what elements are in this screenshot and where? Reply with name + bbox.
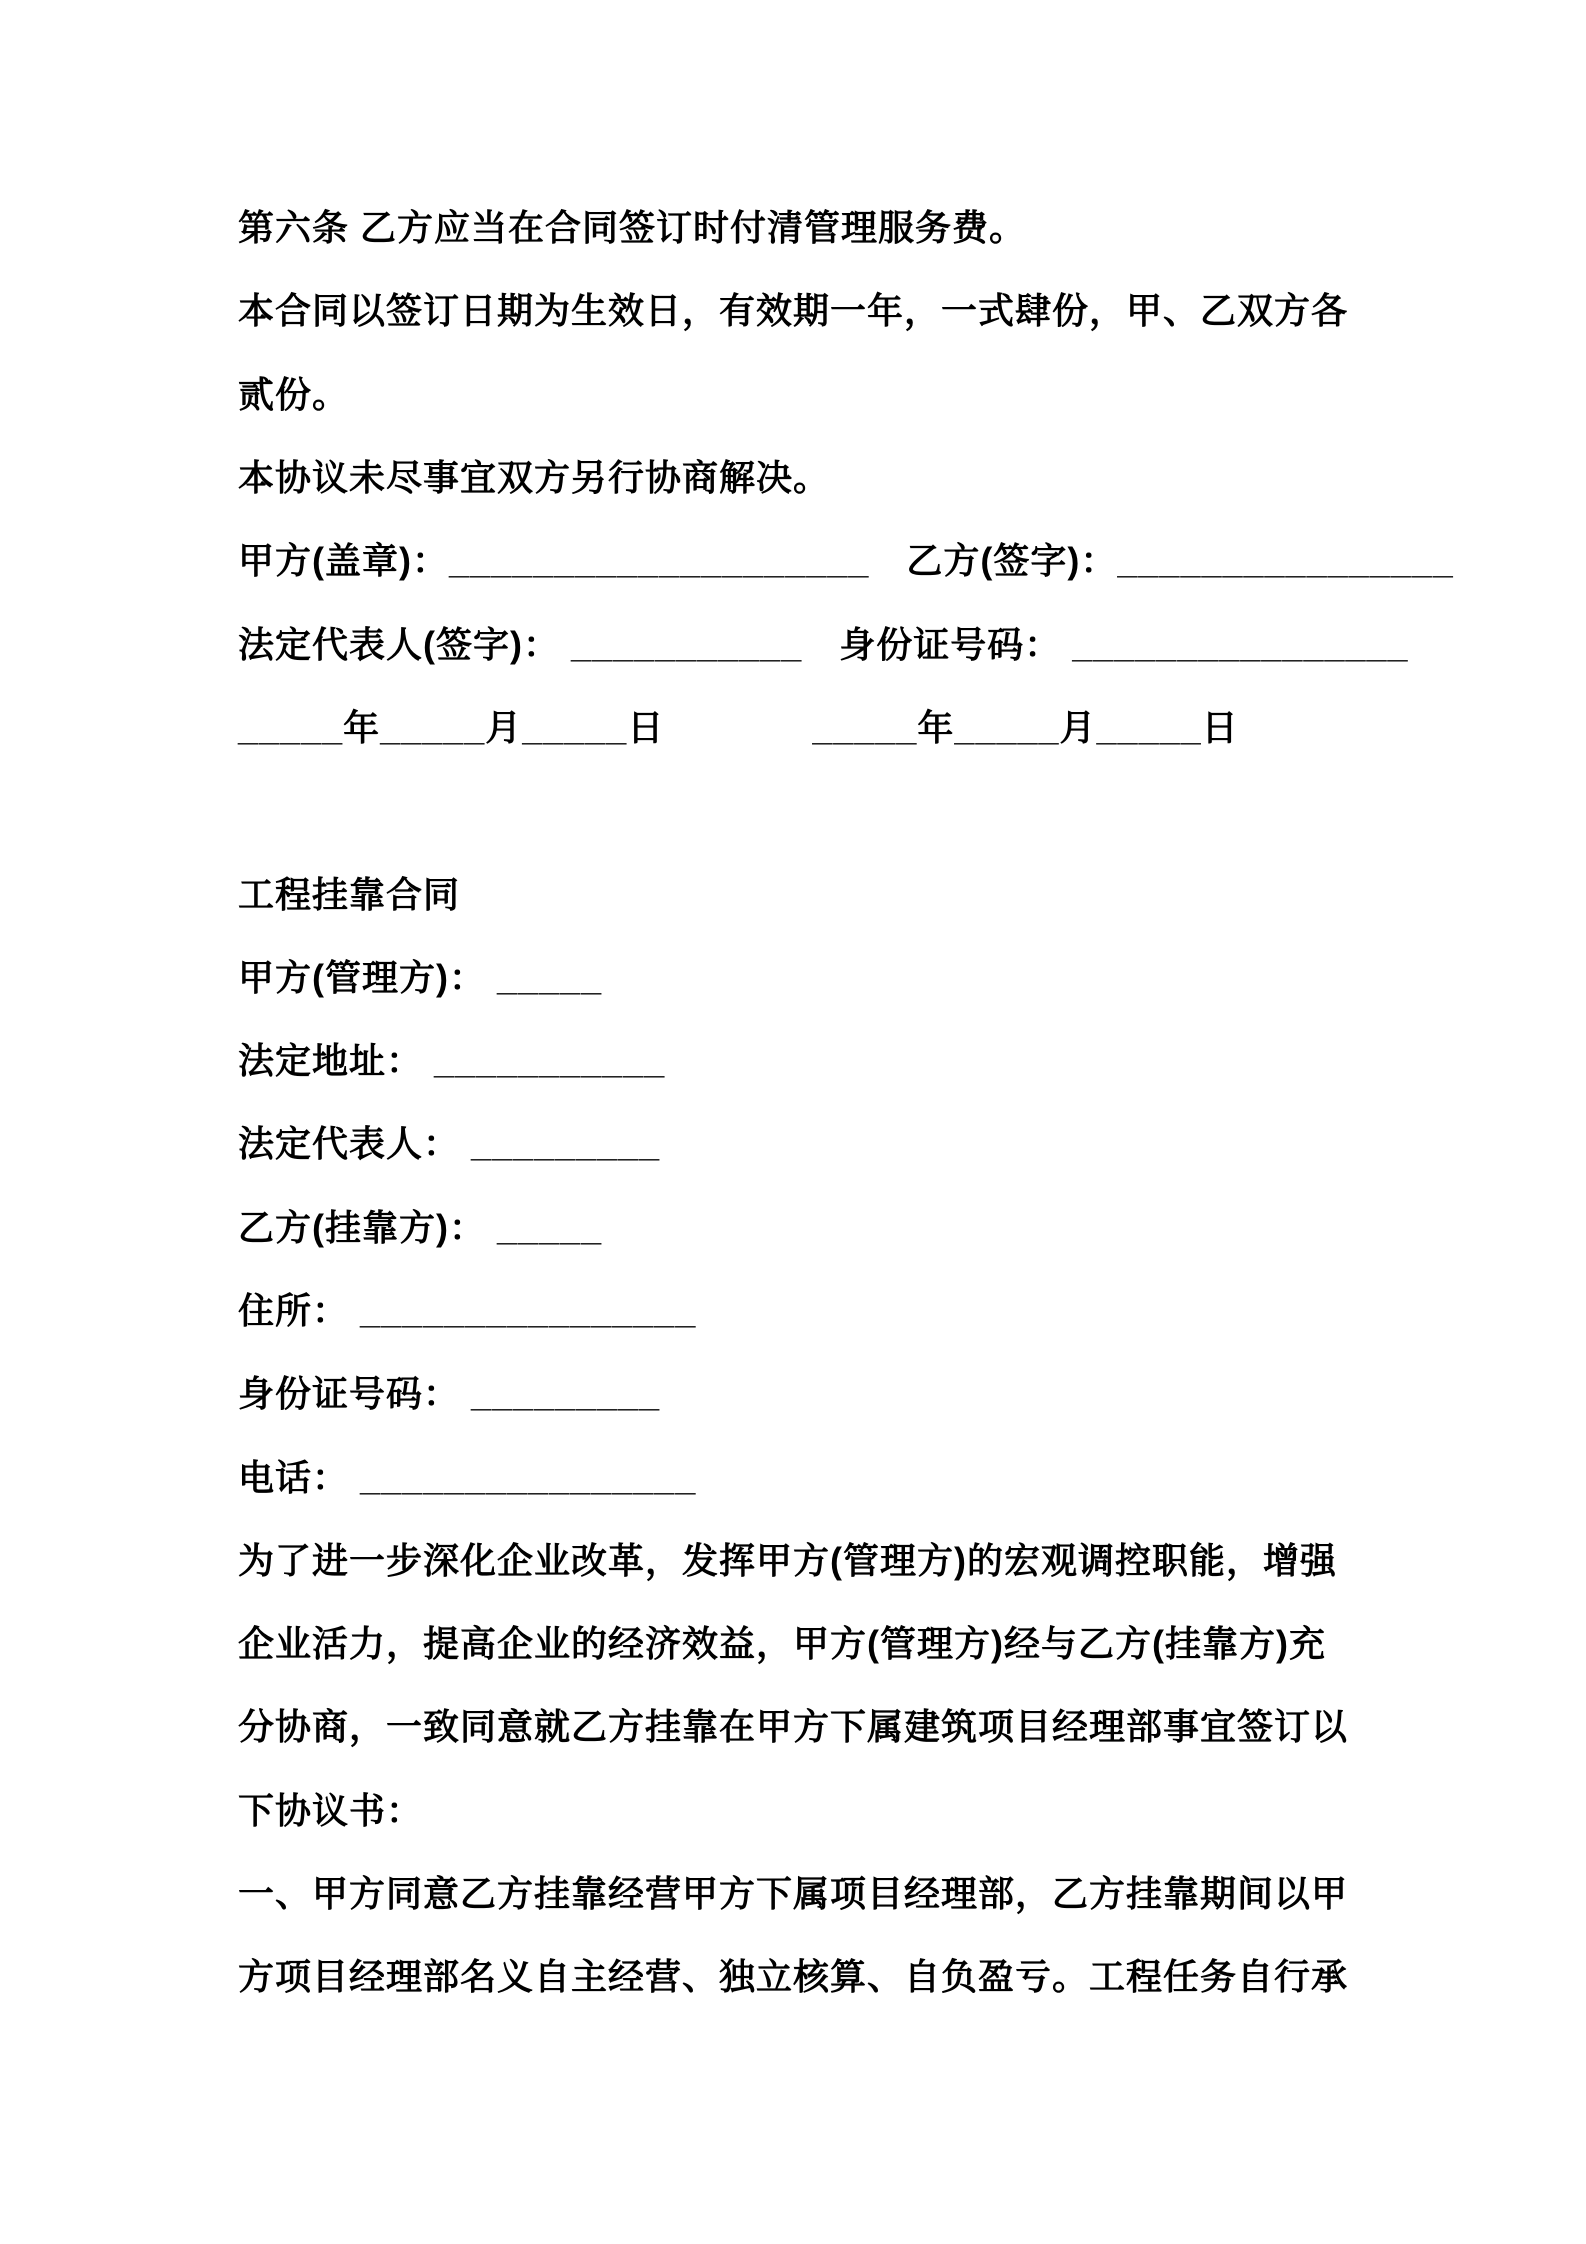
contract-text-block [238, 184, 1454, 2017]
field-party-a-manager: 甲方(管理方)： _____ [238, 956, 603, 998]
field-party-b-affiliate: 乙方(挂靠方)： _____ [238, 1206, 603, 1248]
date-line: _____年_____月_____日 _____年_____月_____日 [238, 706, 1239, 748]
preamble-line-3: 分协商，一致同意就乙方挂靠在甲方下属建筑项目经理部事宜签订以 [238, 1706, 1349, 1748]
preamble-line-2: 企业活力，提高企业的经济效益，甲方(管理方)经与乙方(挂靠方)充 [238, 1623, 1326, 1665]
preamble-line-4: 下协议书： [238, 1789, 424, 1831]
supplement-clause: 本协议未尽事宜双方另行协商解决。 [238, 457, 831, 499]
field-legal-address: 法定地址： ___________ [238, 1040, 666, 1082]
clause-six: 第六条 乙方应当在合同签订时付清管理服务费。 [238, 207, 1027, 249]
field-legal-representative: 法定代表人： _________ [238, 1123, 661, 1165]
signature-line-legal-rep-id-number: 法定代表人(签字)： ___________ 身份证号码： ________________ [238, 623, 1409, 665]
article-one-line-1: 一、甲方同意乙方挂靠经营甲方下属项目经理部，乙方挂靠期间以甲 [238, 1873, 1349, 1915]
field-id-number: 身份证号码： _________ [238, 1373, 661, 1415]
article-one-line-2: 方项目经理部名义自主经营、独立核算、自负盈亏。工程任务自行承 [238, 1956, 1349, 1998]
preamble-line-1: 为了进一步深化企业改革，发挥甲方(管理方)的宏观调控职能，增强 [238, 1539, 1337, 1581]
blank-line [238, 767, 1436, 850]
section-title: 工程挂靠合同 [238, 873, 461, 915]
field-residence: 住所： ________________ [238, 1290, 697, 1331]
signature-line-party-a-seal-party-b-sign: 甲方(盖章)：____________________ 乙方(签字)：________________ [238, 540, 1454, 582]
validity-line-2: 贰份。 [238, 373, 350, 415]
field-phone: 电话： ________________ [238, 1456, 697, 1498]
validity-line-1: 本合同以签订日期为生效日，有效期一年，一式肆份，甲、乙双方各 [238, 290, 1349, 332]
